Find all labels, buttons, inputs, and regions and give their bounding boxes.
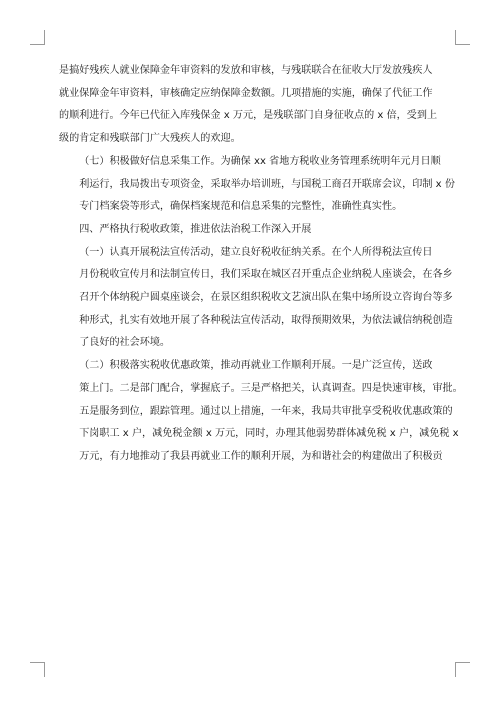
text-line: 专门档案袋等形式，确保档案规范和信息采集的完整性，准确性真实性。: [79, 201, 403, 213]
crop-mark-top-left: [30, 30, 45, 45]
paragraph: [59, 242, 453, 356]
paragraph: [59, 151, 455, 219]
paragraph: [59, 355, 463, 469]
text-line: （二）积极落实税收优惠政策，推动再就业工作顺利开展。一是广泛宣传，送政: [79, 360, 433, 372]
text-line: 策上门。二是部门配合，掌握底子。三是严格把关，认真调查。四是快速审核，审批。: [79, 382, 463, 394]
text-line: 的顺利进行。今年已代征入库残保金 x 万元，是残联部门自身征收点的 x 倍，受到上: [59, 110, 438, 122]
text-line: 万元，有力地推动了我县再就业工作的顺利开展，为和谐社会的构建做出了积极贡: [79, 450, 443, 462]
text-line: 就业保障金年审资料，审核确定应纳保障金数额。几项措施的实施，确保了代征工作: [59, 87, 433, 99]
text-line: 五是服务到位，跟踪管理。通过以上措施，一年来，我局共审批享受税收优惠政策的: [79, 405, 453, 417]
text-line: 是搞好残疾人就业保障金年审资料的发放和审核，与残联联合在征收大厅发放残疾人: [59, 65, 433, 76]
document-body: [59, 60, 463, 469]
text-line: 了良好的社会环境。: [79, 337, 171, 349]
text-line: 召开个体纳税户圆桌座谈会，在景区组织税收文艺演出队在集中场所设立咨询台等多: [79, 292, 453, 304]
crop-mark-bottom-left: [30, 662, 45, 677]
text-line: （一）认真开展税法宣传活动，建立良好税收征纳关系。在个人所得税法宣传日: [79, 246, 433, 258]
text-line: 种形式，扎实有效地开展了各种税法宣传活动，取得预期效果，为依法诚信纳税创造: [79, 314, 453, 326]
text-line: 月份税收宣传月和法制宣传日，我们采取在城区召开重点企业纳税人座谈会，在各乡: [79, 269, 453, 281]
crop-mark-top-right: [455, 30, 470, 45]
paragraph: [59, 60, 441, 151]
crop-mark-bottom-right: [455, 662, 470, 677]
text-line: 四、严格执行税收政策，推进依法治税工作深入开展: [79, 223, 312, 235]
text-line: 级的肯定和残联部门广大残疾人的欢迎。: [59, 133, 241, 145]
paragraph: [59, 219, 441, 242]
text-line: 下岗职工 x 户，减免税金额 x 万元，同时，办理其他弱势群体减免税 x 户，减免税 x: [79, 428, 459, 440]
text-line: （七）积极做好信息采集工作。为确保 xx 省地方税收业务管理系统明年元月日顺: [79, 155, 441, 167]
text-line: 利运行，我局拨出专项资金，采取举办培训班，与国税工商召开联席会议，印制 x 份: [79, 178, 455, 190]
